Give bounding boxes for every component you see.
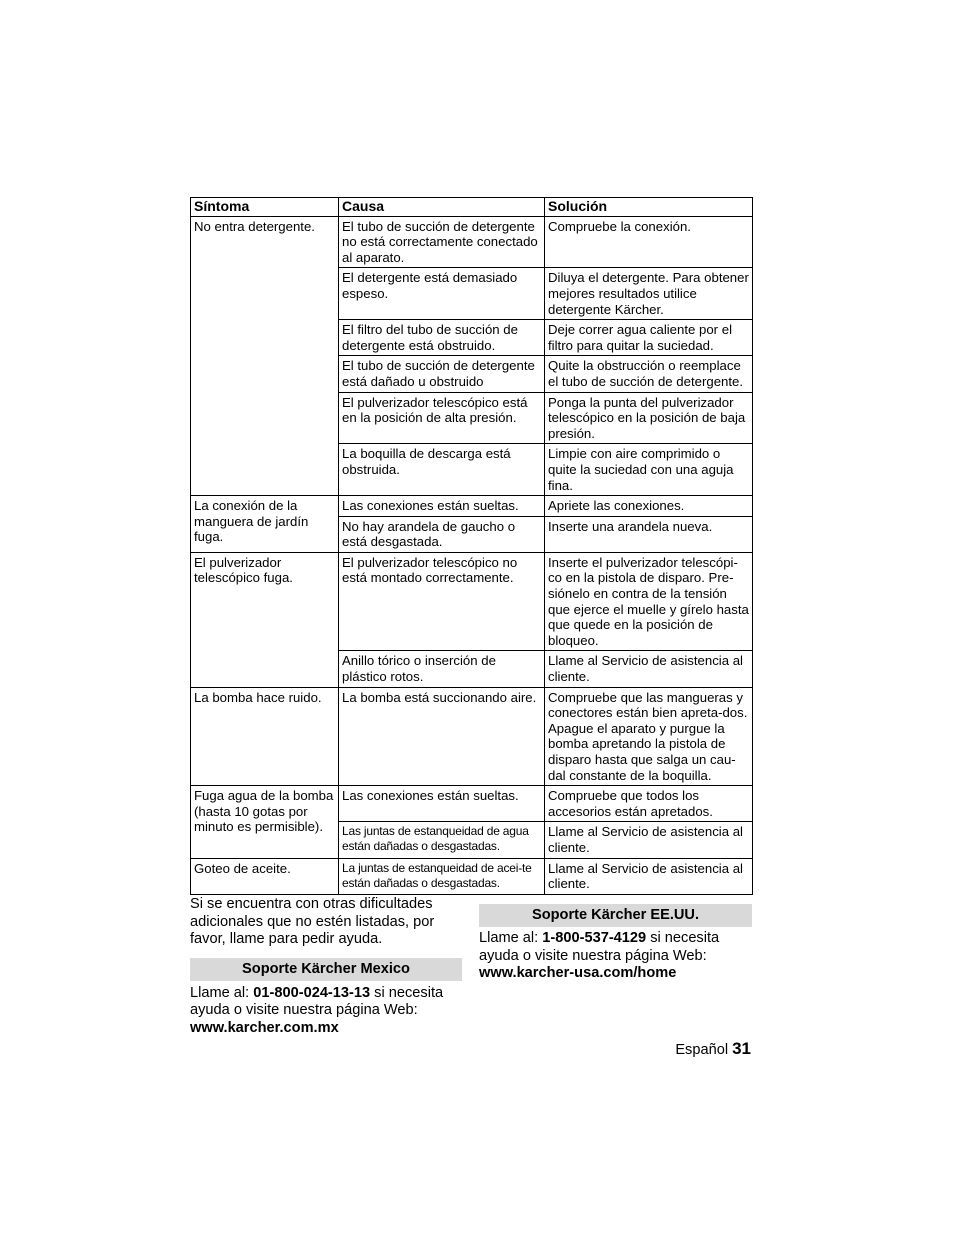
cause-cell: Anillo tórico o inserción de plástico rotos. <box>339 651 545 687</box>
solution-cell: Llame al Servicio de asistencia al cliente. <box>545 858 753 894</box>
solution-cell: Apriete las conexiones. <box>545 496 753 517</box>
troubleshooting-table <box>190 197 753 895</box>
page-footer <box>675 1039 751 1059</box>
support-mexico-phone[interactable]: 01-800-024-13-13 <box>253 984 371 1001</box>
solution-cell: Compruebe que todos los accesorios están apretados. <box>545 786 753 822</box>
call-prefix: Llame al: <box>479 930 543 946</box>
table-row <box>191 216 753 268</box>
solution-cell: Inserte una arandela nueva. <box>545 516 753 552</box>
solution-cell: Quite la obstrucción o reemplace el tubo de succión de detergente. <box>545 356 753 392</box>
header-solution: Solución <box>545 198 753 217</box>
solution-cell: Limpie con aire comprimido o quite la suciedad con una aguja fina. <box>545 444 753 496</box>
table-header-row <box>191 198 753 217</box>
solution-cell: Llame al Servicio de asistencia al cliente. <box>545 822 753 858</box>
table-row <box>191 552 753 651</box>
solution-cell: Compruebe que las mangueras y conectores están bien apreta-dos. Apague el aparato y purgue la bomba apretando la pistola de disparo hasta que salga un cau-dal constante de la boquilla. <box>545 687 753 786</box>
table-row <box>191 786 753 822</box>
header-cause: Causa <box>339 198 545 217</box>
call-suffix: si necesita ayuda o visite nuestra página Web: <box>479 930 720 964</box>
solution-cell: Ponga la punta del pulverizador telescópico en la posición de baja presión. <box>545 392 753 444</box>
solution-cell: Deje correr agua caliente por el filtro para quitar la suciedad. <box>545 320 753 356</box>
support-mexico-heading: Soporte Kärcher Mexico <box>190 958 462 981</box>
left-column <box>190 896 462 1037</box>
symptom-cell: No entra detergente. <box>191 216 339 496</box>
cause-cell: El detergente está demasiado espeso. <box>339 268 545 320</box>
cause-cell: Las juntas de estanqueidad de agua están dañadas o desgastadas. <box>339 822 545 858</box>
solution-cell: Inserte el pulverizador telescópi-co en la pistola de disparo. Pre-siónelo en contra de la tensión que ejerce el muelle y gírelo hasta que quede en la posición de bloqueo. <box>545 552 753 651</box>
solution-cell: Compruebe la conexión. <box>545 216 753 268</box>
cause-cell: Las conexiones están sueltas. <box>339 496 545 517</box>
call-suffix: si necesita ayuda o visite nuestra página Web: <box>190 984 444 1018</box>
header-symptom: Síntoma <box>191 198 339 217</box>
cause-cell: La bomba está succionando aire. <box>339 687 545 786</box>
symptom-cell: Goteo de aceite. <box>191 858 339 894</box>
cause-cell: El tubo de succión de detergente está dañado u obstruido <box>339 356 545 392</box>
page-number: 31 <box>732 1039 751 1058</box>
support-usa-contact <box>479 930 752 983</box>
solution-cell: Diluya el detergente. Para obtener mejores resultados utilice detergente Kärcher. <box>545 268 753 320</box>
symptom-cell: El pulverizador telescópico fuga. <box>191 552 339 687</box>
support-mexico-contact <box>190 985 462 1038</box>
cause-cell: No hay arandela de gaucho o está desgastada. <box>339 516 545 552</box>
symptom-cell: La bomba hace ruido. <box>191 687 339 786</box>
footer-language: Español <box>675 1042 729 1058</box>
symptom-cell: La conexión de la manguera de jardín fuga. <box>191 496 339 553</box>
cause-cell: La boquilla de descarga está obstruida. <box>339 444 545 496</box>
call-prefix: Llame al: <box>190 984 254 1001</box>
support-mexico-web-link[interactable]: www.karcher.com.mx <box>190 1019 339 1036</box>
intro-text: Si se encuentra con otras dificultades adicionales que no estén listadas, por favor, llame para pedir ayuda. <box>190 896 435 947</box>
support-usa-heading: Soporte Kärcher EE.UU. <box>479 904 752 927</box>
table-row <box>191 687 753 786</box>
cause-cell: La juntas de estanqueidad de acei-te están dañadas o desgastadas. <box>339 858 545 894</box>
cause-cell: El pulverizador telescópico no está montado correctamente. <box>339 552 545 651</box>
right-column <box>479 904 752 983</box>
support-usa-phone[interactable]: 1-800-537-4129 <box>542 930 647 946</box>
cause-cell: Las conexiones están sueltas. <box>339 786 545 822</box>
solution-cell: Llame al Servicio de asistencia al cliente. <box>545 651 753 687</box>
cause-cell: El filtro del tubo de succión de detergente está obstruido. <box>339 320 545 356</box>
cause-cell: El pulverizador telescópico está en la posición de alta presión. <box>339 392 545 444</box>
cause-cell: El tubo de succión de detergente no está correctamente conectado al aparato. <box>339 216 545 268</box>
support-usa-web-link[interactable]: www.karcher-usa.com/home <box>479 965 677 981</box>
table-row <box>191 858 753 894</box>
table-row <box>191 496 753 517</box>
symptom-cell: Fuga agua de la bomba (hasta 10 gotas por minuto es permisible). <box>191 786 339 858</box>
